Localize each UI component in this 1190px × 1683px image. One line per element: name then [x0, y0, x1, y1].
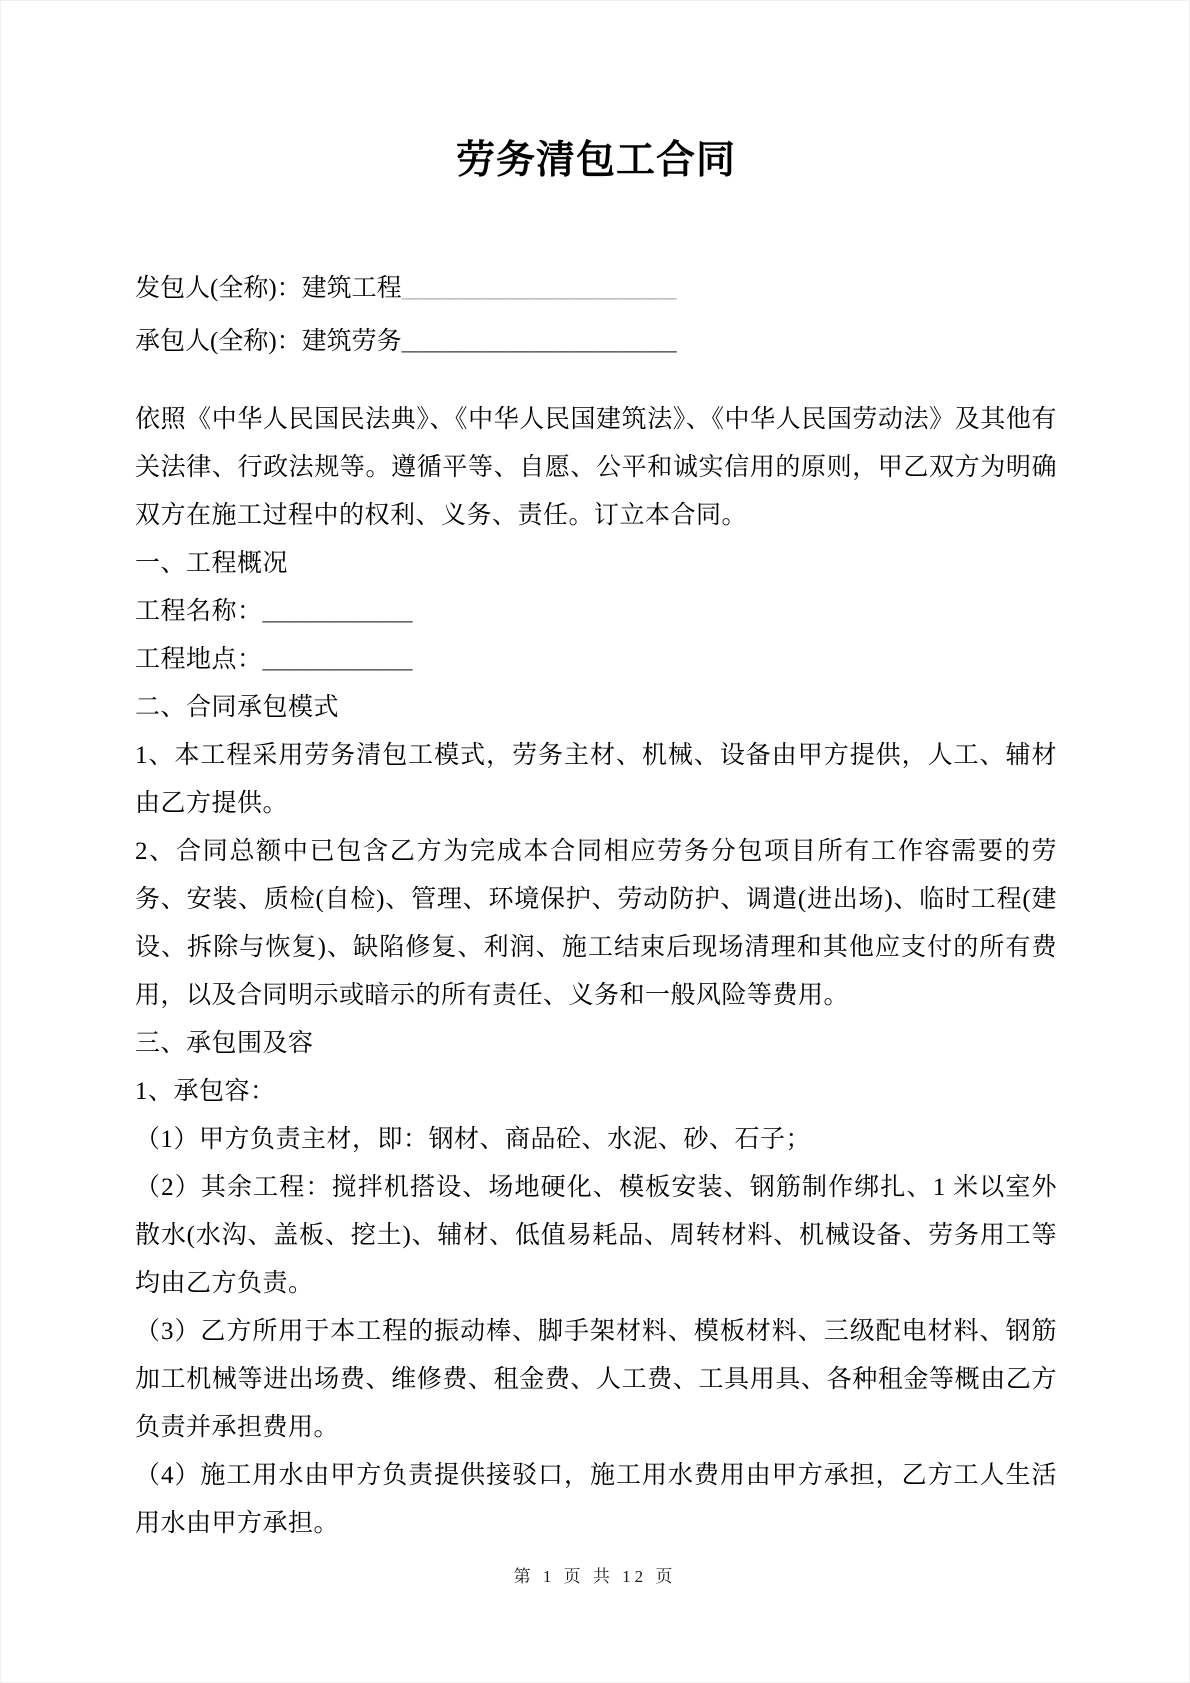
employer-blank-field: ______________________ [401, 275, 677, 302]
page-indicator: 第 1 页 共 12 页 [513, 1567, 677, 1586]
section-3-heading: 三、承包围及容 [135, 1030, 314, 1057]
employer-label: 发包人(全称)：建筑工程 [135, 275, 402, 302]
project-name-line [135, 588, 1057, 636]
contractor-blank-field: ______________________ [401, 328, 677, 355]
project-location-blank-field: ____________ [262, 646, 413, 673]
section-3-subitem-4: （4）施工用水由甲方负责提供接驳口，施工用水费用由甲方承担，乙方工人生活用水由甲方承担。 [135, 1462, 1057, 1537]
project-location-label: 工程地点： [135, 646, 263, 673]
employer-line [135, 262, 1057, 315]
section-2-item-1: 1、本工程采用劳务清包工模式，劳务主材、机械、设备由甲方提供，人工、辅材由乙方提供。 [135, 742, 1057, 817]
document-title: 劳务清包工合同 [455, 139, 736, 182]
party-block [135, 262, 1057, 368]
project-name-label: 工程名称： [135, 598, 263, 625]
preamble-paragraph: 依照《中华人民国民法典》、《中华人民国建筑法》、《中华人民国劳动法》及其他有关法律、行政法规等。遵循平等、自愿、公平和诚实信用的原则，甲乙双方为明确双方在施工过程中的权利、义务、责任。订立本合同。 [135, 406, 1057, 529]
section-1-heading: 一、工程概况 [135, 550, 289, 577]
section-2-item-2: 2、合同总额中已包含乙方为完成本合同相应劳务分包项目所有工作容需要的劳务、安装、质检(自检)、管理、环境保护、劳动防护、调遣(进出场)、临时工程(建设、拆除与恢复)、缺陷修复、利润、施工结束后现场清理和其他应支付的所有费用，以及合同明示或暗示的所有责任、义务和一般风险等费用。 [135, 838, 1057, 1009]
project-name-blank-field: ____________ [262, 598, 413, 625]
section-3-subitem-1: （1）甲方负责主材，即：钢材、商品砼、水泥、砂、石子； [135, 1126, 812, 1153]
contractor-line [135, 315, 1057, 368]
contractor-label: 承包人(全称)：建筑劳务 [135, 328, 402, 355]
contract-body [135, 396, 1057, 1548]
section-3-subitem-2: （2）其余工程：搅拌机搭设、场地硬化、模板安装、钢筋制作绑扎、1 米以室外散水(水沟、盖板、挖土)、辅材、低值易耗品、周转材料、机械设备、劳务用工等均由乙方负责。 [135, 1174, 1057, 1297]
project-location-line [135, 636, 1057, 684]
section-3-subitem-3: （3）乙方所用于本工程的振动棒、脚手架材料、模板材料、三级配电材料、钢筋加工机械等进出场费、维修费、租金费、人工费、工具用具、各种租金等概由乙方负责并承担费用。 [135, 1318, 1057, 1441]
section-2-heading: 二、合同承包模式 [135, 694, 340, 721]
section-3-item-1: 1、承包容： [135, 1078, 276, 1105]
page-footer [0, 1562, 1190, 1587]
